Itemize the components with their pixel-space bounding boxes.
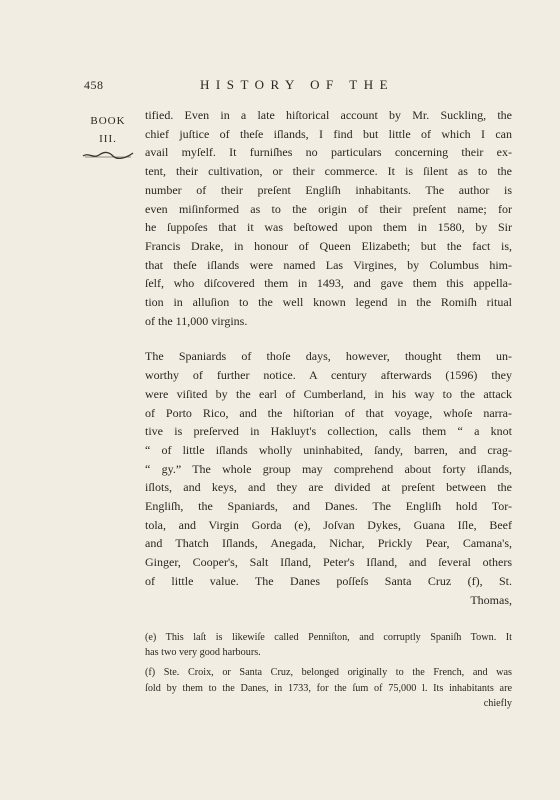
footnote-line: ſold by them to the Danes, in 1733, for the ſum of 75,000 l. Its inhabitants are — [145, 682, 512, 694]
text-line: avail myſelf. It furniſhes no particulars concerning their ex- — [145, 145, 512, 160]
text-line: tified. Even in a late hiſtorical account by Mr. Suckling, the — [145, 108, 512, 122]
paragraph-1 — [145, 106, 512, 330]
footnote-e — [145, 630, 512, 660]
text-line: The Spaniards of thoſe days, however, thought them un- — [145, 349, 512, 364]
margin-book-label: BOOK — [90, 115, 126, 127]
text-line: were viſited by the earl of Cumberland, in his way to the attack — [145, 386, 512, 401]
text-line: iſlots, and keys, and they are divided at preſent between the — [145, 480, 512, 495]
text-line: even miſinformed as to the origin of their preſent name; for — [145, 201, 512, 216]
text-line: of Porto Rico, and the hiſtorian of that voyage, whoſe narra- — [145, 405, 512, 420]
text-line: ſelf, who diſcovered them in 1493, and gave them this appella- — [145, 276, 512, 291]
text-line: chief juſtice of theſe iſlands, I find but little of which I can — [145, 126, 512, 141]
text-line: Thomas, — [470, 592, 512, 607]
text-line: tive is preſerved in Hakluyt's collection, calls them “ a knot — [145, 424, 512, 439]
margin-book-number: III. — [99, 133, 117, 145]
text-line: he ſuppoſes that it was beſtowed upon them in 1580, by Sir — [145, 220, 512, 235]
footnote-line: has two very good harbours. — [145, 647, 261, 659]
text-line: tion in alluſion to the well known legend in the Romiſh ritual — [145, 295, 512, 310]
running-title: HISTORY OF THE — [200, 77, 395, 92]
flourish-ornament-icon — [81, 150, 135, 160]
text-line: “ gy.” The whole group may comprehend about forty iſlands, — [145, 461, 512, 476]
margin-note — [78, 112, 138, 160]
text-line: of little value. The Danes poſſeſs Santa Cruz (f), St. — [145, 573, 512, 588]
text-line: of the 11,000 virgins. — [145, 313, 248, 328]
footnote-line: chiefly — [483, 697, 512, 709]
text-line: tent, their cultivation, or their commerce. It is ſilent as to the — [145, 164, 512, 179]
text-line: tola, and Virgin Gorda (e), Joſvan Dykes, Guana Iſle, Beef — [145, 517, 512, 532]
footnotes — [145, 630, 512, 711]
text-line: “ of little iſlands wholly uninhabited, ſandy, barren, and crag- — [145, 442, 512, 457]
text-line: worthy of further notice. A century afterwards (1596) they — [145, 368, 512, 383]
footnote-f — [145, 665, 512, 711]
text-line: that theſe iſlands were named Las Virgines, by Columbus him- — [145, 257, 512, 272]
text-line: Francis Drake, in honour of Queen Elizabeth; but the fact is, — [145, 238, 512, 253]
paragraph-2 — [145, 347, 512, 609]
main-text — [145, 106, 512, 609]
text-line: Ginger, Cooper's, Salt Iſland, Peter's Iſland, and ſeveral others — [145, 555, 512, 570]
footnote-line: (e) This laſt is likewiſe called Penniſton, and corruptly Spaniſh Town. It — [145, 632, 512, 643]
text-line: number of their preſent Engliſh inhabitants. The author is — [145, 182, 512, 197]
text-line: and Thatch Iſlands, Anegada, Nichar, Prickly Pear, Camana's, — [145, 536, 512, 551]
page-number: 458 — [84, 78, 104, 92]
footnote-line: (f) Ste. Croix, or Santa Cruz, belonged originally to the French, and was — [145, 667, 512, 679]
text-line: Engliſh, the Spaniards, and Danes. The Engliſh hold Tor- — [145, 499, 512, 514]
